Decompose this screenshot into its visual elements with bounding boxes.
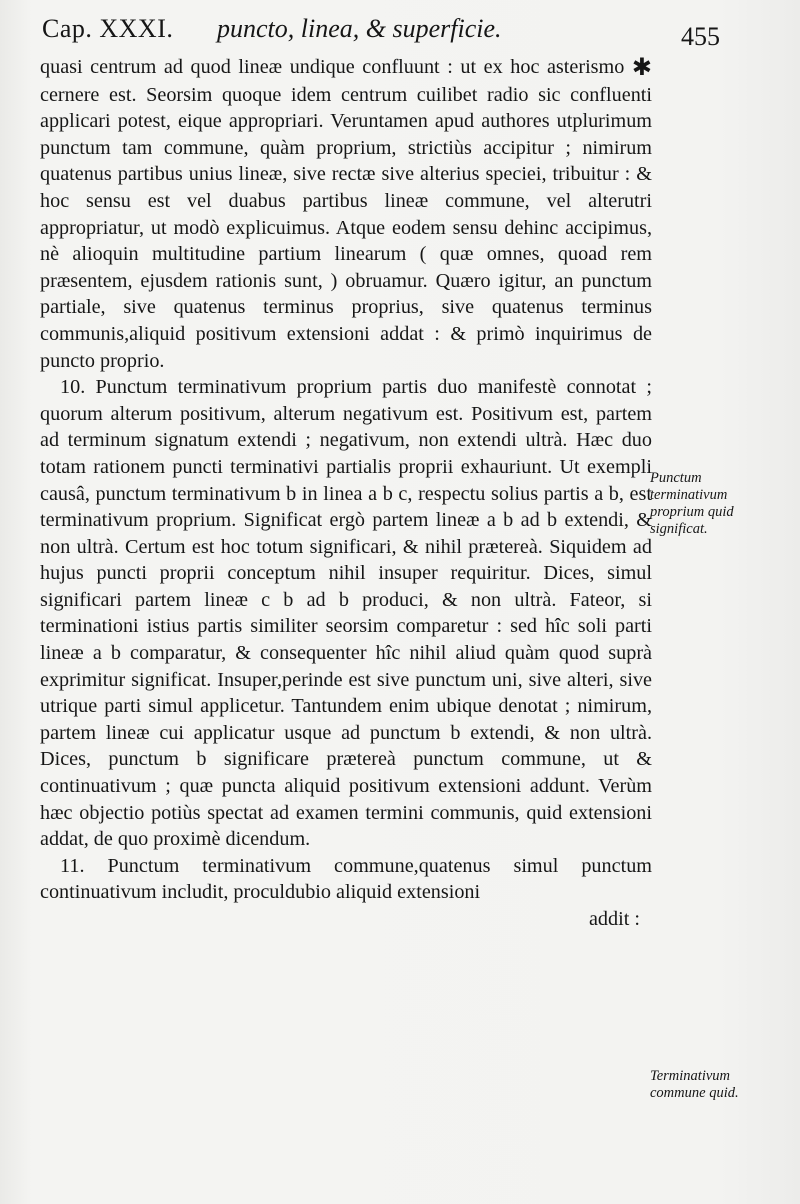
paragraph-11-end: addit : bbox=[588, 908, 640, 930]
chapter-label: Cap. XXXI. bbox=[42, 14, 174, 43]
page-number: 455 bbox=[681, 22, 720, 51]
margin-note-terminativum-commune: Terminativum commune quid. bbox=[650, 1068, 739, 1101]
paragraph-1-rest: cernere est. Seorsim quoque idem centrum cuilibet radio sic confluenti applicari potest, eique appropriari. Veruntamen apud authores utplurimum punctum tam commune, quàm proprium, strictiùs accipitur ; nimirum quatenus partibus unius lineæ, sive rectæ sive alterius speciei, tribuitur : & hoc sensu est vel duabus partibus lineæ commune, vel alterutri appropriatur, ut modò explicuimus. Atque eodem sensu dehinc accipimus, nè alioquin multitudine partium linearum ( quæ omnes, quoad rem præsentem, ejusdem rationis sunt, ) obruamur. Quæro igitur, an punctum partiale, sive quatenus terminus proprius, sive quatenus terminus communis,aliquid positivum extensioni addat : & primò inquirimus de puncto proprio. bbox=[40, 83, 652, 372]
asterism-icon: ✱ bbox=[631, 55, 652, 81]
running-header bbox=[42, 14, 732, 50]
running-title: puncto, linea, & superficie. bbox=[217, 14, 502, 43]
paragraph-11: 11. Punctum terminativum commune,quatenus simul punctum continuativum includit, proculdubio aliquid extensioni bbox=[40, 854, 652, 904]
paragraph-10: 10. Punctum terminativum proprium partis duo manifestè connotat ; quorum alterum positivum, alterum negativum est. Positivum est, partem ad terminum signatum extendi ; negativum, non extendi ultrà. Hæc duo totam rationem puncti terminativi partialis proprii exhauriunt. Ut exempli causâ, punctum terminativum b in linea a b c, respectu solius partis a b, est terminativum proprium. Significat ergò partem lineæ a b ad b extendi, & non ultrà. Certum est hoc totum significari, & nihil prætereà. Siquidem ad hujus puncti proprii conceptum nihil insuper requiritur. Dices, simul significari partem lineæ c b ad b produci, & non ultrà. Fateor, si terminationi istius partis similiter seorsim comparetur : sed hîc soli parti lineæ a b comparatur, & consequenter hîc nihil aliud quàm quod suprà exprimitur significat. Insuper,perinde est sive punctum uni, sive alteri, sive utrique parti simul applicetur. Tantundem enim ubique denotat ; nimirum, partem lineæ cui applicatur usque ad punctum b extendi, & non ultrà. Dices, punctum b significare prætereà punctum commune, ut & continuativum ; quæ puncta aliquid positivum extensioni addunt. Verùm hæc objectio potiùs spectat ad examen termini communis, quid extensioni addat, de quo proximè dicendum. bbox=[40, 376, 652, 851]
paragraph-1-start: quasi centrum ad quod lineæ undique confluunt : ut ex hoc asterismo bbox=[40, 56, 625, 78]
paragraph-1 bbox=[40, 54, 652, 374]
bleed-through-text bbox=[670, 40, 800, 480]
margin-note-punctum-proprium: Punctum terminativum proprium quid significat. bbox=[650, 470, 734, 537]
main-text bbox=[40, 54, 652, 933]
